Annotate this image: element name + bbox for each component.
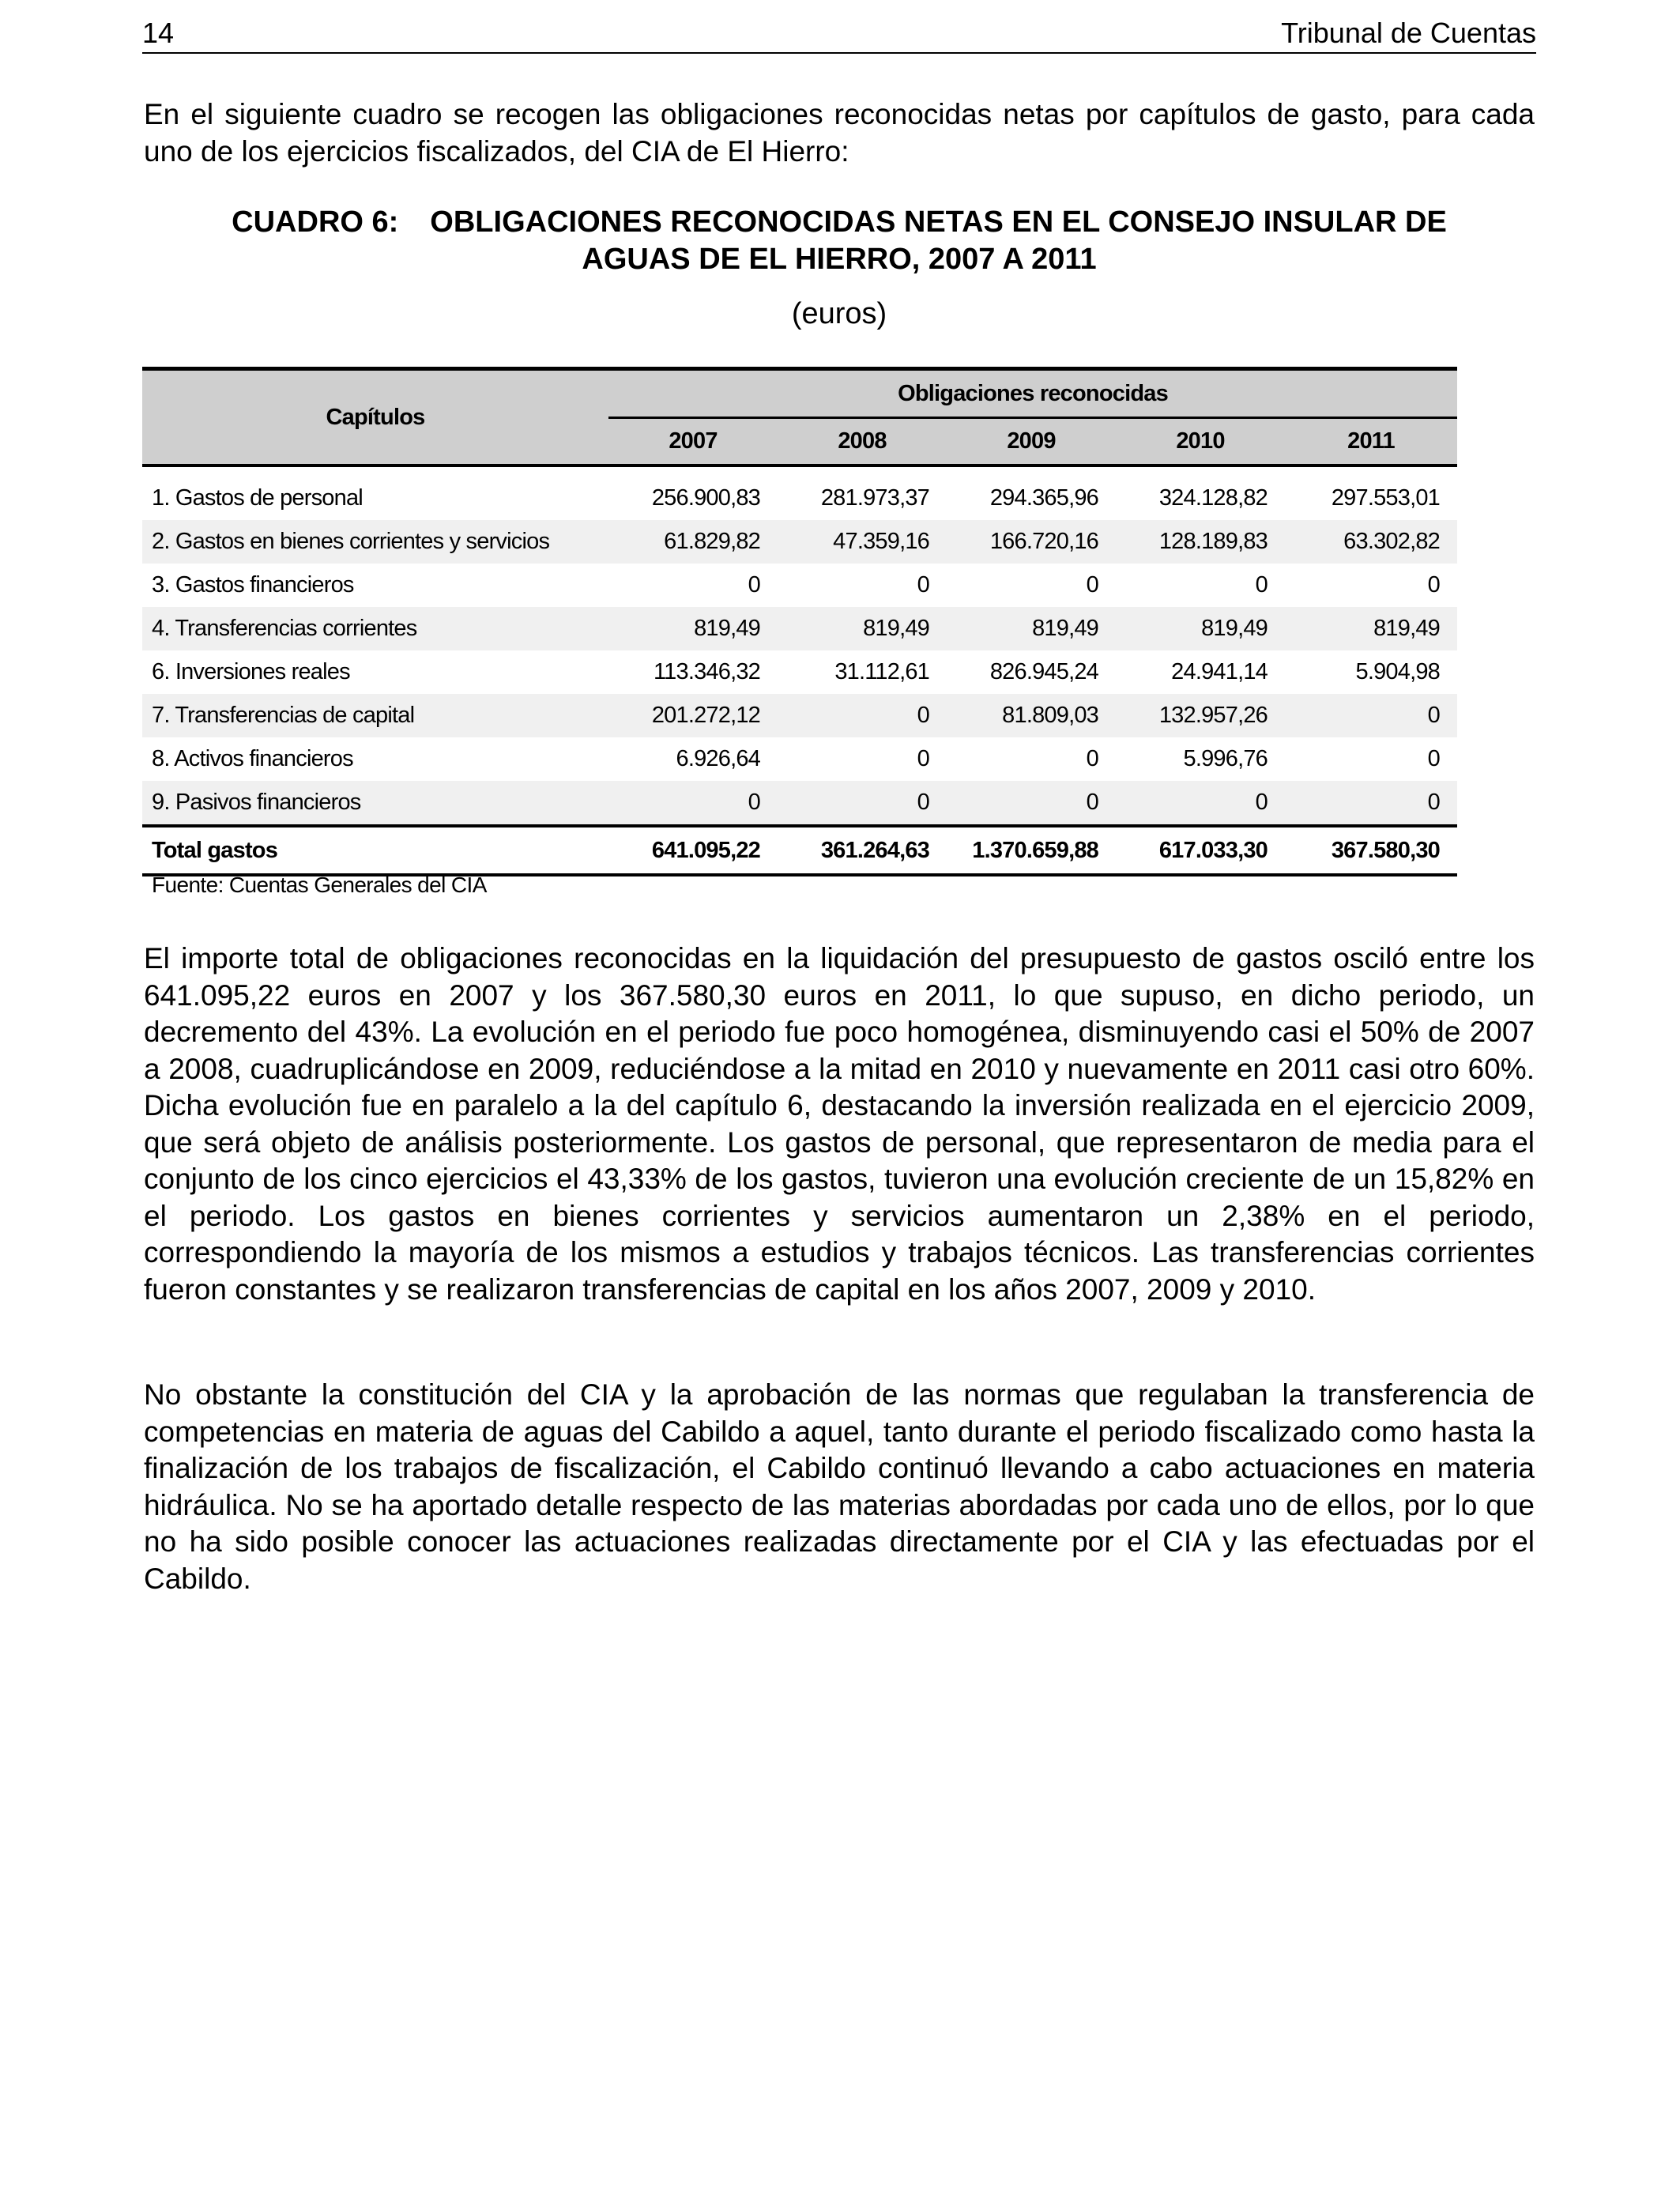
value-cell: 819,49 <box>947 607 1116 650</box>
value-cell: 0 <box>1255 572 1268 598</box>
value-cell: 819,49 <box>1285 607 1457 650</box>
table-row <box>142 694 1457 737</box>
value-cell: 0 <box>1086 746 1098 771</box>
page-header <box>142 14 1536 54</box>
table-source: Fuente: Cuentas Generales del CIA <box>152 873 487 897</box>
page-number: 14 <box>142 17 175 49</box>
table-row <box>142 650 1457 694</box>
total-cell: 361.264,63 <box>778 826 947 875</box>
value-cell: 0 <box>778 694 947 737</box>
value-cell: 0 <box>917 746 929 771</box>
table-row <box>142 477 1457 520</box>
table-row <box>142 564 1457 607</box>
row-label: 9. Pasivos financieros <box>142 781 608 826</box>
value-cell: 81.809,03 <box>947 694 1116 737</box>
value-cell: 0 <box>608 781 778 826</box>
value-cell: 0 <box>748 572 760 598</box>
table-caption-line1: OBLIGACIONES RECONOCIDAS NETAS EN EL CONSEJO INSULAR DE <box>430 205 1447 239</box>
row-header: Capítulos <box>142 369 608 466</box>
header-organization: Tribunal de Cuentas <box>1281 17 1536 49</box>
table-unit: (euros) <box>791 297 887 330</box>
table-row <box>142 520 1457 564</box>
row-label: 8. Activos financieros <box>152 746 353 771</box>
total-cell: 641.095,22 <box>608 826 778 875</box>
spacer-cell <box>142 466 1457 477</box>
value-cell: 826.945,24 <box>989 659 1098 684</box>
row-label: 2. Gastos en bienes corrientes y servicios <box>142 520 608 564</box>
value-cell: 31.112,61 <box>834 659 929 684</box>
table-body <box>142 466 1457 826</box>
row-label: 4. Transferencias corrientes <box>142 607 608 650</box>
value-cell: 132.957,26 <box>1116 694 1285 737</box>
value-cell: 294.365,96 <box>989 485 1098 511</box>
value-cell: 297.553,01 <box>1331 485 1440 511</box>
value-cell: 324.128,82 <box>1158 485 1268 511</box>
total-cell: 1.370.659,88 <box>947 826 1116 875</box>
table-caption <box>144 204 1535 278</box>
row-label: 6. Inversiones reales <box>152 659 350 684</box>
row-label: 7. Transferencias de capital <box>142 694 608 737</box>
value-cell: 819,49 <box>778 607 947 650</box>
row-label: 3. Gastos financieros <box>152 572 354 598</box>
year-header: 2011 <box>1285 418 1457 466</box>
value-cell: 113.346,32 <box>654 659 760 684</box>
value-cell: 281.973,37 <box>820 485 929 511</box>
value-cell: 47.359,16 <box>778 520 947 564</box>
value-cell: 5.904,98 <box>1355 659 1440 684</box>
year-header: 2008 <box>778 418 947 466</box>
value-cell: 256.900,83 <box>651 485 760 511</box>
total-cell: 367.580,30 <box>1285 826 1457 875</box>
total-cell: 617.033,30 <box>1116 826 1285 875</box>
value-cell: 0 <box>1086 572 1098 598</box>
obligations-table <box>142 367 1457 876</box>
value-cell: 0 <box>1427 746 1440 771</box>
value-cell: 61.829,82 <box>608 520 778 564</box>
value-cell: 0 <box>1427 572 1440 598</box>
value-cell: 0 <box>778 781 947 826</box>
value-cell: 63.302,82 <box>1285 520 1457 564</box>
table-caption-label: CUADRO 6: <box>232 205 399 239</box>
body-paragraph: No obstante la constitución del CIA y la aprobación de las normas que regulaban la transferencia de competencias en materia de aguas del Cabildo a aquel, tanto durante el periodo fiscalizado como hasta la finalización de los trabajos de fiscalización, el Cabildo continuó llevando a cabo actuaciones en materia hidráulica. No se ha aportado detalle respecto de las materias abordadas por cada uno de ellos, por lo que no ha sido posible conocer las actuaciones realizadas directamente por el CIA y las efectuadas por el Cabildo. <box>144 1378 1535 1595</box>
value-cell: 0 <box>917 572 929 598</box>
total-label: Total gastos <box>142 826 608 875</box>
year-header: 2009 <box>947 418 1116 466</box>
value-cell: 0 <box>1285 694 1457 737</box>
value-cell: 819,49 <box>608 607 778 650</box>
table-row <box>142 607 1457 650</box>
value-cell: 6.926,64 <box>676 746 760 771</box>
value-cell: 0 <box>1285 781 1457 826</box>
value-cell: 166.720,16 <box>947 520 1116 564</box>
table-caption-line2: AGUAS DE EL HIERRO, 2007 A 2011 <box>582 243 1097 276</box>
value-cell: 0 <box>947 781 1116 826</box>
value-cell: 128.189,83 <box>1116 520 1285 564</box>
value-cell: 0 <box>1116 781 1285 826</box>
row-label: 1. Gastos de personal <box>152 485 363 511</box>
body-paragraph: El importe total de obligaciones reconocidas en la liquidación del presupuesto de gastos osciló entre los 641.095,22 euros en 2007 y los 367.580,30 euros en 2011, lo que supuso, en dicho periodo, un decremento del 43%. La evolución en el periodo fue poco homogénea, disminuyendo casi el 50% de 2007 a 2008, cuadruplicándose en 2009, reduciéndose a la mitad en 2010 y nuevamente en 2011 casi otro 60%. Dicha evolución fue en paralelo a la del capítulo 6, destacando la inversión realizada en el ejercicio 2009, que será objeto de análisis posteriormente. Los gastos de personal, que representaron de media para el conjunto de los cinco ejercicios el 43,33% de los gastos, tuvieron una evolución creciente de un 15,82% en el periodo. Los gastos en bienes corrientes y servicios aumentaron un 2,38% en el periodo, correspondiendo la mayoría de los mismos a estudios y trabajos técnicos. Las transferencias corrientes fueron constantes y se realizaron transferencias de capital en los años 2007, 2009 y 2010. <box>144 942 1535 1306</box>
total-row <box>142 826 1457 875</box>
year-header: 2010 <box>1116 418 1285 466</box>
group-header: Obligaciones reconocidas <box>608 369 1457 418</box>
table-row <box>142 781 1457 826</box>
value-cell: 5.996,76 <box>1183 746 1268 771</box>
value-cell: 24.941,14 <box>1171 659 1268 684</box>
intro-paragraph: En el siguiente cuadro se recogen las obligaciones reconocidas netas por capítulos de gasto, para cada uno de los ejercicios fiscalizados, del CIA de El Hierro: <box>144 98 1535 168</box>
table-row <box>142 737 1457 781</box>
value-cell: 819,49 <box>1116 607 1285 650</box>
year-header: 2007 <box>608 418 778 466</box>
value-cell: 201.272,12 <box>608 694 778 737</box>
